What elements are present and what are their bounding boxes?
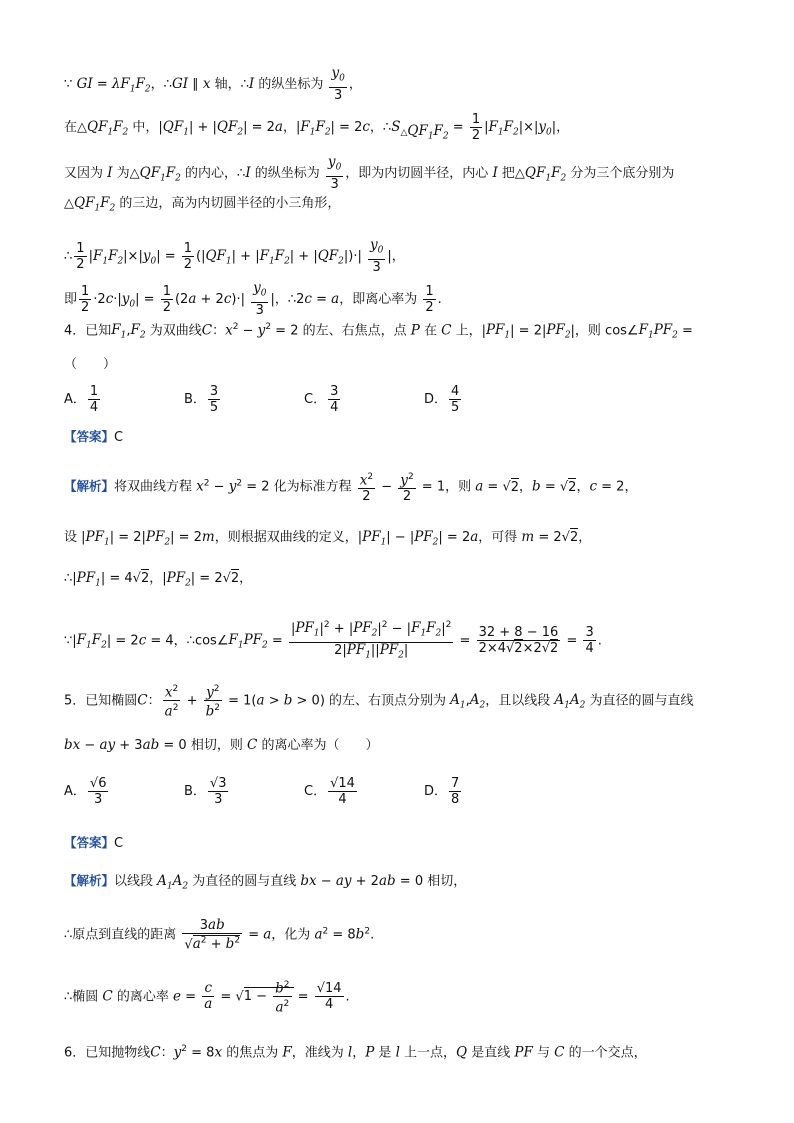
problem-4-stem: 4．已知$F_1,F_2$ 为双曲线C：$x^2 - y^2 = 2$ 的左、右焦点，点 P 在 C 上，$|PF_1| = 2|PF_2|$，则 $\cos\angle F_1PF_2$ = (64, 322, 693, 342)
answer-value: C (114, 836, 124, 851)
option-d: D． $\frac{7}{8}$ (424, 776, 460, 807)
solution-line-2: 在$\triangle QF_1F_2$ 中，$|QF_1| + |QF_2| = 2a$，$|F_1F_2| = 2c$，$\therefore S_{\triangle QF_1F_2}$ = $\frac{1}{2}$ $|F_1F_2|\times|y_0|$， (64, 112, 570, 143)
problem-4-paren: （ ） (64, 357, 117, 372)
analysis-5-line-3: ∴椭圆 C 的离心率 e = $\frac{c}{a}$ = √1 − $\frac{b^2}{a^2}$ = $\frac{√14}{4}$ . (64, 980, 350, 1016)
problem-5-stem: 5．已知椭圆C： $\frac{x^2}{a^2}$ + $\frac{y^2}{b^2}$ = 1(a > b > 0) 的左、右顶点分别为 $A_1,A_2$，且以线段 $A_1A_2$ 为直径的圆与直线 (64, 684, 694, 720)
analysis-tag: 【解析】 (64, 873, 115, 888)
option-b: B． $\frac{3}{5}$ (184, 384, 219, 415)
option-b: B． $\frac{√3}{3}$ (184, 776, 227, 807)
answer-value: C (114, 430, 124, 445)
analysis-5-line-2: ∴原点到直线的距离 $\frac{3ab}{√a^2 + b^2}$ = a，化为 $a^2 = 8b^2$. (64, 917, 375, 953)
solution-line-6: 即 $\frac{1}{2}$ $\cdot 2c\cdot|y_0|$ = $\frac{1}{2}$ (2a + 2c)·| $\frac{y_0}{3}$ |，∴2c = a，即离心率为 $\frac{1}{2}$ . (64, 280, 442, 318)
option-c: C． $\frac{√14}{4}$ (304, 776, 355, 807)
answer-tag: 【答案】 (64, 429, 115, 444)
analysis-4-line-1: 【解析】将双曲线方程 $x^2 - y^2 = 2$ 化为标准方程 $\frac{x^2}{2}$ − $\frac{y^2}{2}$ = 1，则 a = √2，b = √2，c = 2， (64, 472, 638, 505)
analysis-4-line-3: $\therefore|PF_1| = 4√2$，$|PF_2| = 2√2$， (64, 570, 253, 589)
solution-line-3: 又因为 I 为$\triangle QF_1F_2$ 的内心，∴I 的纵坐标为 $\frac{y_0}{3}$ ，即为内切圆半径，内心 I 把$\triangle QF_1F_2$ 分为三个底分别为 (64, 154, 675, 192)
solution-line-4: $\triangle QF_1F_2$ 的三边，高为内切圆半径的小三角形， (64, 195, 341, 214)
analysis-4-line-4: $\because|F_1F_2| = 2c = 4$，$\therefore\cos\angle F_1PF_2$ = $\frac{|PF_1|^2 + |PF_2|^2 - |F_1F_2|^2}{2|PF_1||PF_2|}$ = $\frac{32 + 8 - 16}{2\times 4√2\times 2√2}$ = $\frac{3}{4}$ . (64, 620, 602, 661)
problem-5-stem-2: bx − ay + 3ab = 0 相切，则 C 的离心率为（ ） (64, 737, 379, 753)
option-a: A． $\frac{1}{4}$ (64, 384, 99, 415)
answer-tag: 【答案】 (64, 835, 115, 850)
option-c: C． $\frac{3}{4}$ (304, 384, 339, 415)
analysis-5-line-1: 【解析】以线段 $A_1A_2$ 为直径的圆与直线 bx − ay + 2ab = 0 相切， (64, 873, 467, 892)
option-a: A． $\frac{√6}{3}$ (64, 776, 107, 807)
analysis-tag: 【解析】 (64, 478, 115, 494)
analysis-4-line-2: 设 $|PF_1| = 2|PF_2| = 2m$，则根据双曲线的定义，$|PF_1| - |PF_2| = 2a$，可得 m = 2√2， (64, 529, 592, 548)
answer-4 (64, 428, 123, 447)
problem-6-stem: 6．已知抛物线C：$y^2 = 8x$ 的焦点为 F，准线为 l，P 是 l 上一点，Q 是直线 PF 与 C 的一个交点， (64, 1044, 647, 1061)
option-d: D． $\frac{4}{5}$ (424, 384, 460, 415)
answer-5 (64, 834, 123, 853)
solution-line-5: ∴ $\frac{1}{2}$ $|F_1F_2|\times|y_0|$ = $\frac{1}{2}$ $(|QF_1| + |F_1F_2| + |QF_2|)\cdot|$ $\frac{y_0}{3}$ |， (64, 237, 405, 275)
solution-line-1: ∵ GI = $\lambda F_1F_2$，∴GI ∥ x 轴，∴I 的纵坐标为 $\frac{y_0}{3}$ ， (64, 65, 362, 103)
